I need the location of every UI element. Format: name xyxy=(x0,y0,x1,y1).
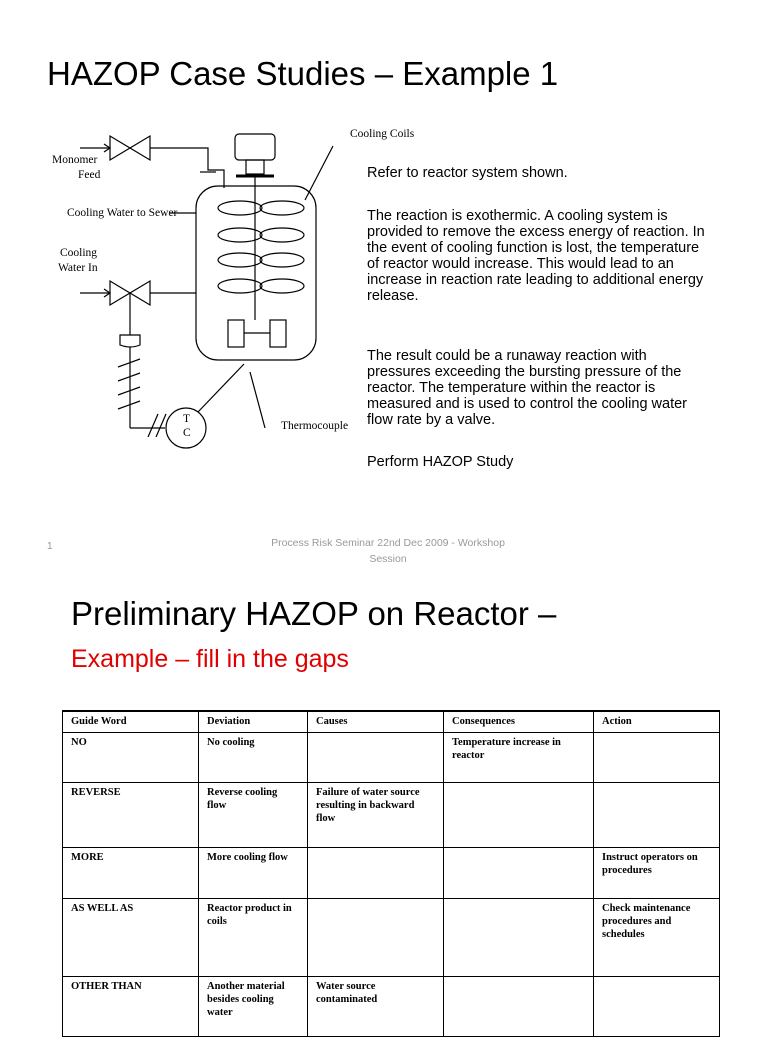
slide-footer: Process Risk Seminar 22nd Dec 2009 - Workshop Session xyxy=(271,537,505,565)
cooling-valve-right xyxy=(130,281,150,305)
cell-consequences: Temperature increase in reactor xyxy=(444,733,594,783)
cell-guide-word: OTHER THAN xyxy=(63,977,199,1037)
cooling-sewer-label: Cooling Water to Sewer xyxy=(67,207,178,219)
cell-action xyxy=(594,977,720,1037)
header-guide-word: Guide Word xyxy=(63,711,199,733)
table-header-row xyxy=(63,711,720,733)
slide1-title: HAZOP Case Studies – Example 1 xyxy=(47,55,559,92)
agitator-motor xyxy=(235,134,275,160)
cooling-in-label-2: Water In xyxy=(58,262,98,274)
slide2-subtitle: Example – fill in the gaps xyxy=(71,645,349,673)
cooling-valve-left xyxy=(110,281,130,305)
cell-action: Check maintenance procedures and schedules xyxy=(594,899,720,977)
cell-guide-word: NO xyxy=(63,733,199,783)
hazop-table xyxy=(62,710,720,1037)
cell-deviation: No cooling xyxy=(199,733,308,783)
thermocouple-label: Thermocouple xyxy=(281,420,349,432)
header-consequences: Consequences xyxy=(444,711,594,733)
slide2-title: Preliminary HAZOP on Reactor – xyxy=(71,595,557,632)
cell-consequences xyxy=(444,848,594,899)
cell-action xyxy=(594,783,720,848)
cell-action xyxy=(594,733,720,783)
cooling-in-label-1: Cooling xyxy=(60,247,98,259)
description-runaway: The result could be a runaway reaction with pressures exceeding the bursting pressure of the reactor. The temperature within the reactor is measured and is used to control the cooling water flow rate by a valve. xyxy=(367,348,687,428)
description-task: Perform HAZOP Study xyxy=(367,454,514,470)
cell-action: Instruct operators on procedures xyxy=(594,848,720,899)
cell-consequences xyxy=(444,783,594,848)
header-causes: Causes xyxy=(308,711,444,733)
cell-causes: Water source contaminated xyxy=(308,977,444,1037)
monomer-valve-right xyxy=(130,136,150,160)
cell-deviation: Another material besides cooling water xyxy=(199,977,308,1037)
cell-deviation: Reactor product in coils xyxy=(199,899,308,977)
description-intro: Refer to reactor system shown. xyxy=(367,165,568,181)
slide-number: 1 xyxy=(47,541,53,552)
cell-deviation: More cooling flow xyxy=(199,848,308,899)
table-row xyxy=(63,733,720,783)
table-row xyxy=(63,848,720,899)
cell-causes xyxy=(308,733,444,783)
cell-causes xyxy=(308,848,444,899)
cell-consequences xyxy=(444,977,594,1037)
header-deviation: Deviation xyxy=(199,711,308,733)
table-row xyxy=(63,977,720,1037)
cell-causes xyxy=(308,899,444,977)
cell-guide-word: AS WELL AS xyxy=(63,899,199,977)
cooling-coils-label: Cooling Coils xyxy=(350,128,415,140)
description-exothermic: The reaction is exothermic. A cooling system is provided to remove the excess energy of reaction. In the event of cooling function is lost, the temperature of reactor would increase. This would lead to an increase in reaction rate leading to additional energy release. xyxy=(367,208,705,304)
cell-consequences xyxy=(444,899,594,977)
header-action: Action xyxy=(594,711,720,733)
cell-causes: Failure of water source resulting in backward flow xyxy=(308,783,444,848)
tc-c-label: C xyxy=(183,427,191,439)
monomer-valve-left xyxy=(110,136,130,160)
table-row xyxy=(63,783,720,848)
table-row xyxy=(63,899,720,977)
reactor-vessel xyxy=(196,186,316,360)
tc-t-label: T xyxy=(183,413,191,425)
cell-guide-word: MORE xyxy=(63,848,199,899)
cell-deviation: Reverse cooling flow xyxy=(199,783,308,848)
feed-label: Feed xyxy=(78,169,101,181)
monomer-label: Monomer xyxy=(52,154,98,166)
cell-guide-word: REVERSE xyxy=(63,783,199,848)
